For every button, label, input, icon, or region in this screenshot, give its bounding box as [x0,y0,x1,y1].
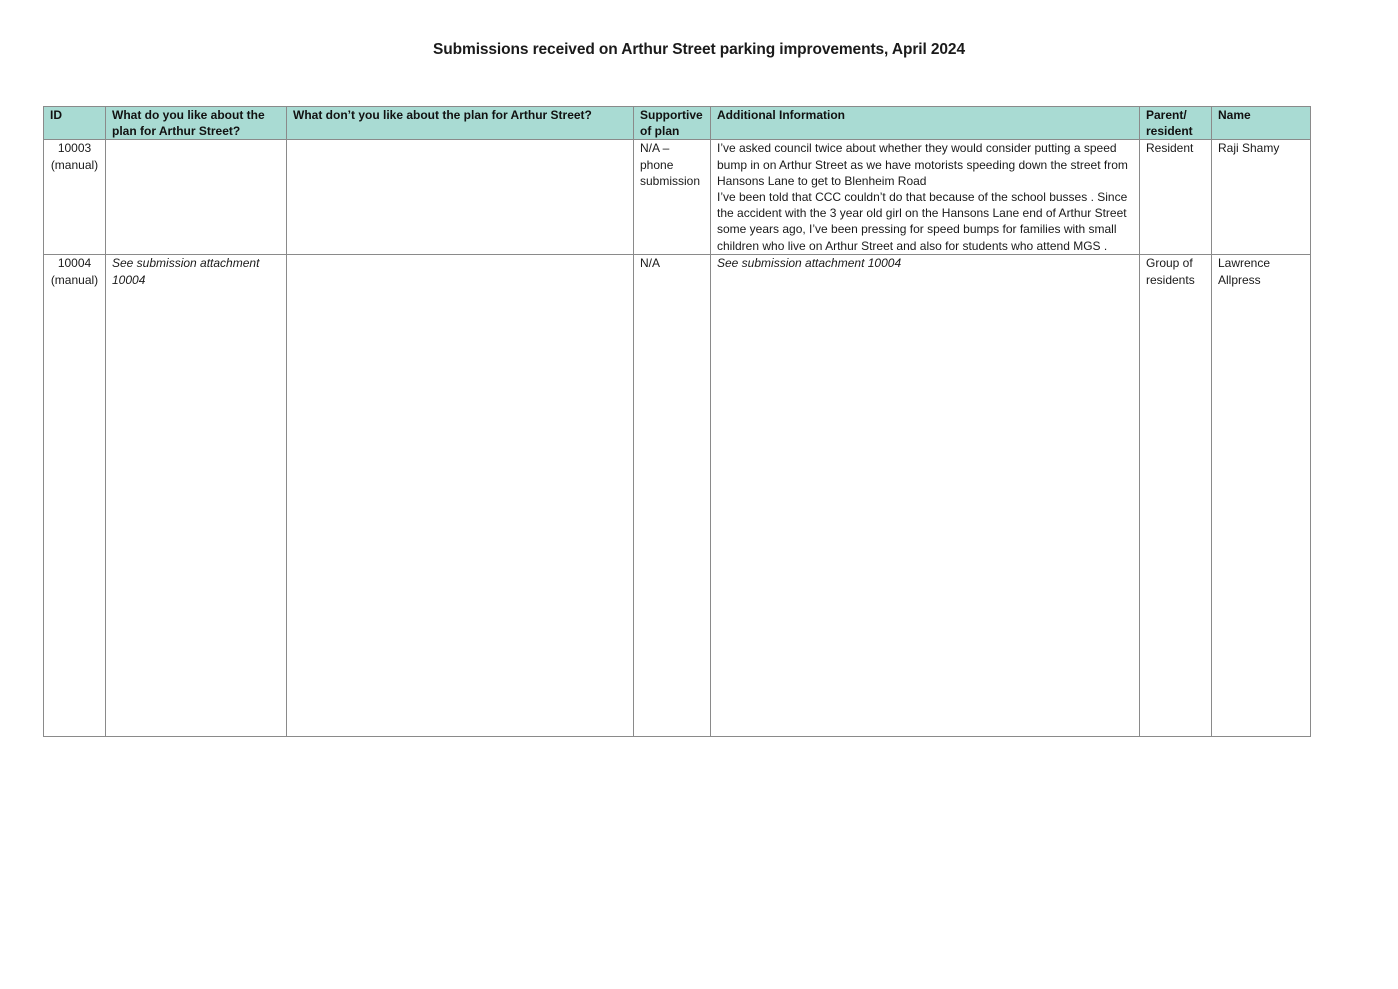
cell-parent-resident: Resident [1140,140,1212,255]
cell-dislike [287,140,634,255]
table-row [44,140,1311,255]
submissions-table [43,106,1311,737]
cell-like: See submission attachment 10004 [106,255,287,737]
header-dislike: What don’t you like about the plan for Arthur Street? [287,107,634,140]
submission-id: 10003 [57,141,92,156]
header-supportive: Supportive of plan [634,107,711,140]
table-row [44,255,1311,737]
header-id: ID [44,107,106,140]
submission-id: 10004 [57,256,92,271]
header-name: Name [1212,107,1311,140]
cell-supportive: N/A [634,255,711,737]
submission-id-note: (manual) [50,272,99,287]
cell-name: Lawrence Allpress [1212,255,1311,737]
document-title: Submissions received on Arthur Street parking improvements, April 2024 [433,41,965,58]
cell-like [106,140,287,255]
cell-name: Raji Shamy [1212,140,1311,255]
header-parent-resident: Parent/ resident [1140,107,1212,140]
cell-id [44,140,106,255]
cell-supportive: N/A – phone submission [634,140,711,255]
header-row [44,107,1311,140]
additional-paragraph: I’ve asked council twice about whether they would consider putting a speed bump in on Arthur Street as we have motorists speeding down the street from Hansons Lane to get to Blenheim Road [717,141,1128,188]
additional-paragraph: I’ve been told that CCC couldn’t do that because of the school busses . Since the accident with the 3 year old girl on the Hansons Lane end of Arthur Street some years ago, I’ve been pressing for speed bumps for families with small children who live on Arthur Street and also for students who attend MGS . [717,190,1128,253]
header-additional-information: Additional Information [711,107,1140,140]
cell-dislike [287,255,634,737]
submission-id-note: (manual) [50,157,99,172]
cell-id [44,255,106,737]
cell-additional-information [711,140,1140,255]
header-like: What do you like about the plan for Arthur Street? [106,107,287,140]
cell-additional-information: See submission attachment 10004 [711,255,1140,737]
cell-parent-resident: Group of residents [1140,255,1212,737]
